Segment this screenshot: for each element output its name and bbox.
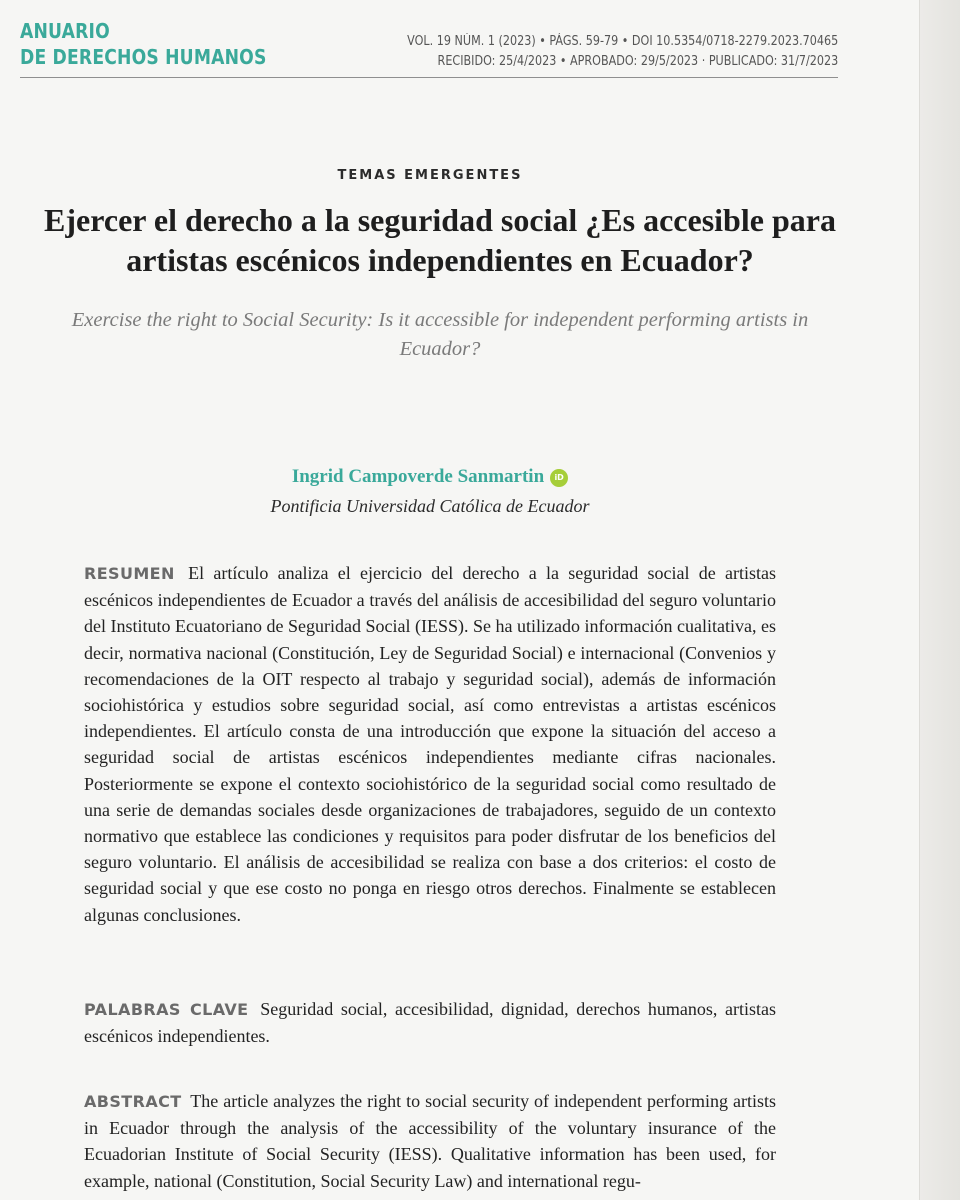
journal-name: [20, 18, 267, 70]
article-title: Ejercer el derecho a la seguridad social ¿Es accesible para artistas escénicos independientes en Ecuador?: [44, 202, 836, 278]
abstract-label: ABSTRACT: [84, 1092, 182, 1111]
orcid-icon[interactable]: iD: [550, 469, 568, 487]
publication-meta: [407, 32, 838, 72]
abstract-section: [84, 1088, 776, 1194]
section-label: TEMAS EMERGENTES: [337, 168, 523, 183]
header-divider: [20, 77, 838, 78]
article-subtitle: Exercise the right to Social Security: Is it accessible for independent performing artists in Ecuador?: [71, 309, 809, 360]
resumen-text: El artículo analiza el ejercicio del derecho a la seguridad social de artistas escénicos independientes de Ecuador a través del análisis de accesibilidad del seguro voluntario del Instituto Ecuatoriano de Seguridad Social (IESS). Se ha utilizado información cualitativa, es decir, normativa nacional (Constitución, Ley de Seguridad Social) e internacional (Convenios y recomendaciones de la OIT respecto al trabajo y seguridad social), además de información sociohistórica y estudios sobre seguridad social, así como entrevistas a artistas escénicos independientes. El artículo consta de una introducción que expone la situación del acceso a seguridad social de artistas escénicos independientes mediante cifras nacionales. Posteriormente se expone el contexto sociohistórico de la seguridad social como resultado de una serie de demandas sociales desde organizaciones de trabajadores, seguido de un contexto normativo que establece las condiciones y requisitos para poder disfrutar de los beneficios del seguro voluntario. El análisis de accesibilidad se realiza con base a dos criterios: el costo de seguridad social y que ese costo no ponga en riesgo otros derechos. Finalmente se establecen algunas conclusiones.: [84, 563, 776, 925]
author-name[interactable]: Ingrid Campoverde Sanmartin: [291, 466, 545, 487]
palabras-clave-label: PALABRAS CLAVE: [84, 1000, 249, 1019]
journal-name-line-1: ANUARIO: [20, 19, 110, 43]
meta-volume-doi: VOL. 19 NÚM. 1 (2023) • PÁGS. 59-79 • DOI 10.5354/0718-2279.2023.70465: [406, 34, 838, 49]
journal-name-line-2: DE DERECHOS HUMANOS: [20, 45, 267, 69]
author-affiliation: Pontificia Universidad Católica de Ecuador: [270, 496, 590, 516]
page-edge: [919, 0, 960, 1200]
palabras-clave-section: [84, 996, 776, 1049]
palabras-clave-text: Seguridad social, accesibilidad, dignidad, derechos humanos, artistas escénicos independientes.: [84, 999, 777, 1047]
abstract-text: The article analyzes the right to social security of independent performing artists in Ecuador through the analysis of the accessibility of the voluntary insurance of the Ecuadorian Institute of Social Security (IESS). Qualitative information has been used, for example, national (Constitution, Social Security Law) and international regu-: [84, 1091, 776, 1191]
meta-dates: RECIBIDO: 25/4/2023 • APROBADO: 29/5/2023 · PUBLICADO: 31/7/2023: [437, 54, 838, 69]
resumen-section: [84, 560, 776, 928]
resumen-label: RESUMEN: [84, 564, 175, 583]
author: [0, 466, 860, 488]
